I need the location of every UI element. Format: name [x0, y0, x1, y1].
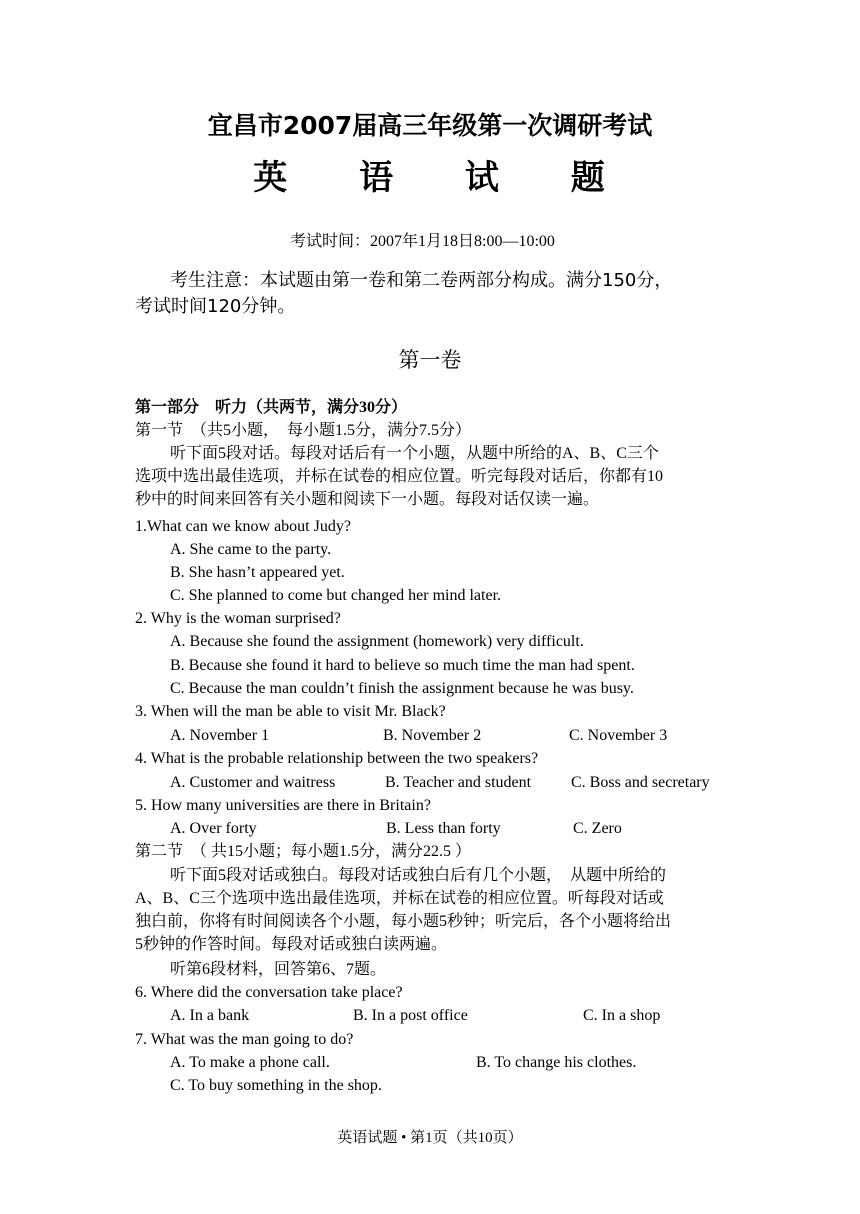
question-3-option-b: B. November 2 — [383, 727, 482, 744]
question-4-option-c: C. Boss and secretary — [571, 774, 710, 791]
question-4-option-b: B. Teacher and student — [385, 774, 532, 791]
section2-instruction-4: 5秒钟的作答时间。每段对话或独白读两遍。 — [135, 936, 448, 953]
question-5: 5. How many universities are there in Britain? — [135, 797, 431, 814]
volume-heading: 第一卷 — [398, 348, 462, 372]
notice-line-2: 考试时间120分钟。 — [135, 296, 296, 317]
question-1-option-b: B. She hasn’t appeared yet. — [170, 564, 345, 581]
exam-title: 宜昌市2007届高三年级第一次调研考试 — [207, 111, 653, 140]
material-note: 听第6段材料，回答第6、7题。 — [170, 961, 387, 978]
question-3: 3. When will the man be able to visit Mr. Black? — [135, 703, 446, 720]
page-footer: 英语试题 • 第1页（共10页） — [337, 1130, 523, 1146]
question-6-option-a: A. In a bank — [170, 1007, 250, 1024]
question-6: 6. Where did the conversation take place? — [135, 984, 403, 1001]
question-6-option-c: C. In a shop — [583, 1007, 661, 1024]
notice-line-1: 考生注意：本试题由第一卷和第二卷两部分构成。满分150分， — [170, 270, 673, 291]
question-7-option-c: C. To buy something in the shop. — [170, 1077, 382, 1094]
question-5-option-c: C. Zero — [573, 820, 622, 837]
question-6-option-b: B. In a post office — [353, 1007, 468, 1024]
question-5-option-a: A. Over forty — [170, 820, 257, 837]
question-3-option-a: A. November 1 — [170, 727, 270, 744]
question-4: 4. What is the probable relationship between the two speakers? — [135, 750, 539, 767]
question-7: 7. What was the man going to do? — [135, 1031, 354, 1048]
section2-instruction-2: A、B、C三个选项中选出最佳选项，并标在试卷的相应位置。听每段对话或 — [135, 890, 664, 907]
question-2-option-c: C. Because the man couldn’t finish the assignment because he was busy. — [170, 680, 634, 697]
subject-title: 英 语 试 题 — [253, 158, 635, 198]
part1-heading: 第一部分 听力（共两节，满分30分） — [135, 399, 408, 416]
question-7-option-b: B. To change his clothes. — [476, 1054, 637, 1071]
section2-heading: 第二节 （ 共15小题；每小题1.5分，满分22.5 ） — [135, 843, 472, 860]
section2-instruction-1: 听下面5段对话或独白。每段对话或独白后有几个小题， 从题中所给的 — [170, 867, 667, 884]
section1-instruction-1: 听下面5段对话。每段对话后有一个小题，从题中所给的A、B、C三个 — [170, 445, 659, 462]
question-2-option-a: A. Because she found the assignment (homework) very difficult. — [170, 633, 584, 650]
exam-time: 考试时间：2007年1月18日8:00—10:00 — [290, 233, 555, 250]
question-1-option-c: C. She planned to come but changed her mind later. — [170, 587, 502, 604]
question-3-option-c: C. November 3 — [569, 727, 668, 744]
question-1-option-a: A. She came to the party. — [170, 541, 332, 558]
question-2-option-b: B. Because she found it hard to believe so much time the man had spent. — [170, 657, 635, 674]
question-4-option-a: A. Customer and waitress — [170, 774, 336, 791]
question-1: 1.What can we know about Judy? — [135, 518, 351, 535]
section1-heading: 第一节 （共5小题， 每小题1.5分，满分7.5分） — [135, 422, 472, 439]
section1-instruction-3: 秒中的时间来回答有关小题和阅读下一小题。每段对话仅读一遍。 — [135, 491, 600, 508]
question-5-option-b: B. Less than forty — [386, 820, 501, 837]
question-7-option-a: A. To make a phone call. — [170, 1054, 330, 1071]
section1-instruction-2: 选项中选出最佳选项，并标在试卷的相应位置。听完每段对话后，你都有10 — [135, 468, 664, 485]
question-2: 2. Why is the woman surprised? — [135, 610, 341, 627]
section2-instruction-3: 独白前，你将有时间阅读各个小题，每小题5秒钟；听完后，各个小题将给出 — [135, 913, 672, 930]
